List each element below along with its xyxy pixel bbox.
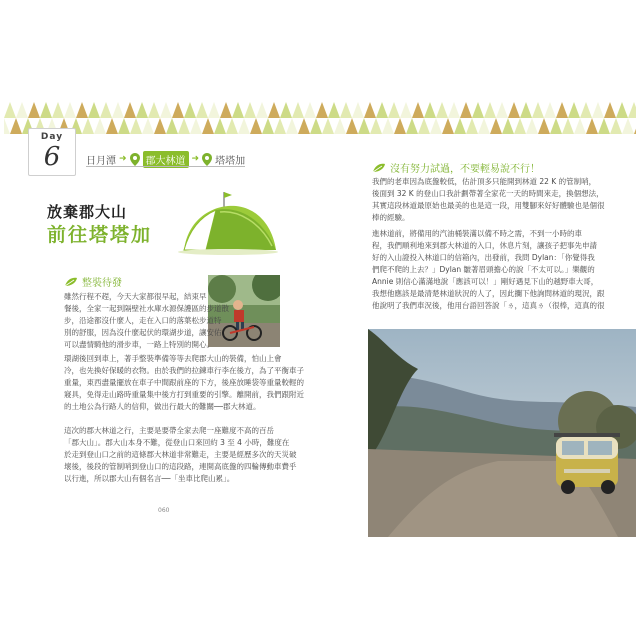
left-paragraph-3-line: 「郡大山」。郡大山本身不難，從登山口來回約 3 至 4 小時，難度在 [64, 438, 290, 447]
left-paragraph-3-line: 壞後，後段的管制哨到登山口的這段路，連開高底盤的四輪傳動車費乎 [64, 462, 297, 471]
left-paragraph-3-line: 以行進，所以郡大山有個名言──「坐車比爬山累」。 [64, 474, 235, 483]
chapter-title: 放棄郡大山 [47, 203, 128, 221]
right-paragraph-1-line: 後面到 32 K 的登山口我計劃帶著全家花一天的時間來走，換個想法， [372, 189, 604, 198]
left-paragraph-3-line: 於走到登山口之前的這條郡大林道非常難走，主要是經歷多次的天災破 [64, 450, 297, 459]
right-paragraph-2-line: 進林道前，將備用的汽油桶裝滿以備不時之需，不到一小時的車 [372, 229, 582, 238]
map-pin-icon [202, 153, 212, 166]
left-paragraph-2-line: 的土地公為行路人的信仰，做出行最大的難關──郡大林道。 [64, 402, 261, 411]
left-paragraph-1-line: 雖然行程不趕，今天大家都很早起，結束早 [64, 292, 207, 301]
route-underline [86, 166, 245, 167]
left-paragraph-2-line: 冷，也先換好保暖的衣物。由於我們的拉鍊車行李在後方，為了平衡車子 [64, 366, 304, 375]
right-paragraph-2-line: 我想他應該是最清楚林道狀況的人了，因此攔下他詢問林道的現況，跟 [372, 289, 605, 298]
chapter-subtitle: 前往塔塔加 [47, 224, 153, 246]
arrow-right-icon: ➜ [119, 154, 127, 164]
day-badge [28, 128, 76, 176]
photo-vintage-van-on-mountain-road [368, 329, 636, 537]
arrow-right-icon: ➜ [191, 154, 200, 164]
right-paragraph-1-line: 其實這段林道最原始也最美的也是這一段，用雙腳來好好體驗也是個很 [372, 201, 605, 210]
section-heading-right [372, 160, 540, 175]
route-stop-end: 塔塔加 [215, 155, 246, 167]
triangle-pattern-band [4, 102, 636, 134]
left-paragraph-3 [64, 425, 297, 485]
tent-illustration [176, 188, 280, 262]
section-heading-text: 沒有努力試過，不要輕易說不行！ [390, 164, 540, 175]
left-paragraph-1-line: 別的舒服，因為沒什麼起伏的環湖步道，讓安佑 [64, 328, 222, 337]
leaf-icon [64, 277, 78, 287]
left-paragraph-1-line: 餐後，全家一起到隔壁社水庫水源保護區的步道散 [64, 304, 229, 313]
leaf-icon [372, 163, 386, 173]
left-paragraph-2-line: 寢具，免得走山路時重量集中後方打到重要的引擎。離開前，我們跟附近 [64, 390, 304, 399]
section-heading-left [64, 274, 122, 289]
left-paragraph-1 [64, 291, 229, 351]
right-paragraph-1-line: 我們的老車因為底盤較低，估計頂多只能開到林道 22 K 的管制哨， [372, 177, 597, 186]
left-paragraph-2 [64, 353, 304, 413]
right-paragraph-2-line: Annie 則信心滿滿地說「應該可以！」剛好遇見下山的越野車大哥， [372, 277, 599, 286]
map-pin-icon [130, 153, 140, 166]
day-label: Day [40, 132, 64, 142]
route-stop-middle: 郡大林道 [143, 151, 189, 168]
right-paragraph-2-line: 他說明了我們車況後，他用台語回答說「ㄌ，這真ㄌ（很棒，這真的很 [372, 301, 605, 310]
route-breadcrumb [86, 151, 245, 167]
left-paragraph-1-line: 步，沿途都沒什麼人，走在入口的落葉松步道特 [64, 316, 222, 325]
left-paragraph-3-line: 這次的郡大林道之行，主要是要帶全家去爬一座難度不高的百岳 [64, 426, 274, 435]
right-paragraph-2-line: 們爬不爬的上去？」Dylan 皺著眉頭擔心的說「不太可以。」樂觀的 [372, 265, 595, 274]
page-number: 060 [158, 507, 170, 514]
right-paragraph-1-line: 棒的經驗。 [372, 213, 410, 222]
day-number: 6 [43, 142, 61, 172]
right-paragraph-2 [372, 228, 605, 312]
right-paragraph-2-line: 好的入山證投入林道口的信箱內，出發前，我問 Dylan：「你覺得我 [372, 253, 595, 262]
section-heading-text: 整裝待發 [82, 278, 122, 289]
route-stop-start: 日月潭 [86, 155, 116, 167]
right-paragraph-2-line: 程，我們順利地來到郡大林道的入口，休息片刻，讓孩子把事先申請 [372, 241, 597, 250]
left-paragraph-2-line: 環湖後回到車上，著手整裝準備等等去爬郡大山的裝備，怕山上會 [64, 354, 282, 363]
left-paragraph-1-line: 可以盡情騎他的滑步車，一路上特別的開心。 [64, 340, 214, 349]
right-paragraph-1 [372, 176, 605, 224]
left-paragraph-2-line: 重量，東西盡量擺放在車子中間跟前座的下方，後座放睡袋等重量較輕的 [64, 378, 304, 387]
